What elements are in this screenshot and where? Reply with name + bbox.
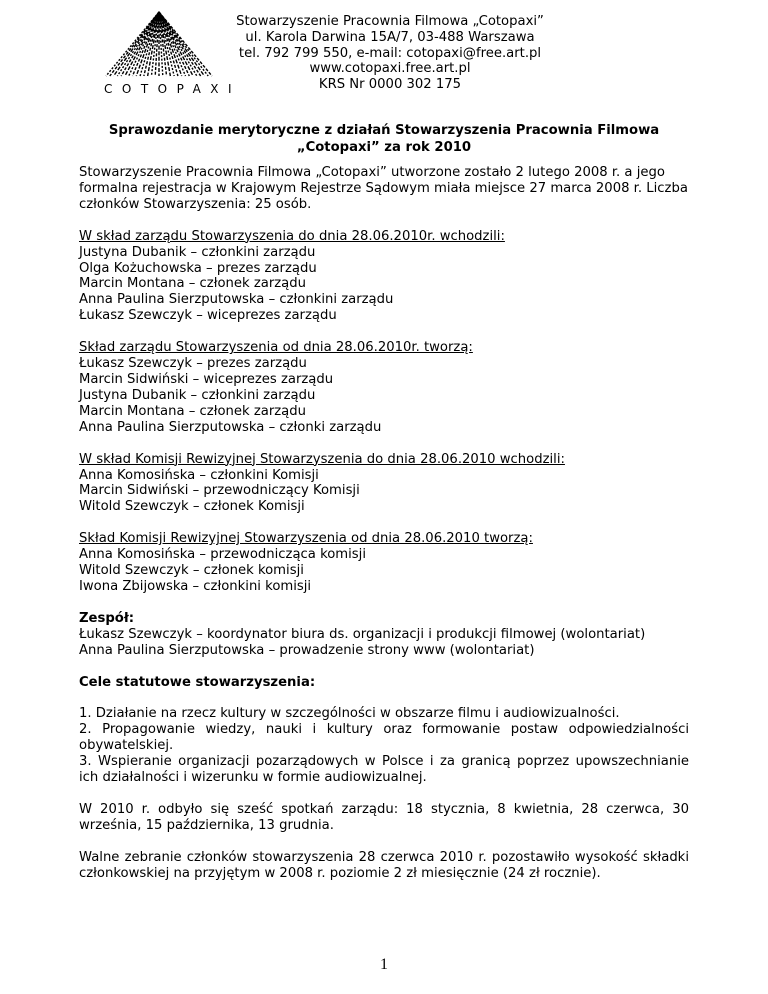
list-item: 2. Propagowanie wiedzy, nauki i kultury oraz formowanie postaw odpowiedzialności obywatelskiej. (79, 722, 689, 754)
goals-list (79, 706, 689, 786)
intro-paragraph: Stowarzyszenie Pracownia Filmowa „Cotopaxi” utworzone zostało 2 lutego 2008 r. a jego formalna rejestracja w Krajowym Rejestrze Sądowym miała miejsce 27 marca 2008 r. Liczba członków Stowarzyszenia: 25 osób. (79, 165, 688, 212)
audit-after-heading: Skład Komisji Rewizyjnej Stowarzyszenia od dnia 28.06.2010 tworzą: (79, 531, 533, 547)
list-item: Łukasz Szewczyk – prezes zarządu (79, 356, 307, 372)
organization-header (210, 14, 570, 93)
document-title (80, 123, 688, 156)
page-number: 1 (380, 956, 388, 973)
list-item: Marcin Montana – członek zarządu (79, 276, 306, 292)
list-item: Iwona Zbijowska – członkini komisji (79, 578, 312, 594)
list-item: Anna Komosińska – członkini Komisji (79, 467, 319, 483)
list-item: Justyna Dubanik – członkini zarządu (79, 387, 316, 403)
board-before-section (79, 229, 689, 324)
header-line-krs: KRS Nr 0000 302 175 (318, 77, 462, 93)
team-section (79, 611, 689, 659)
document-body (79, 165, 689, 898)
title-line-1: Sprawozdanie merytoryczne z działań Stowarzyszenia Pracownia Filmowa (108, 123, 660, 138)
list-item: 3. Wspieranie organizacji pozarządowych w Polsce i za granicą poprzez upowszechnianie ich działalności i wizerunku w formie audiowizualnej. (79, 754, 689, 786)
list-item: Witold Szewczyk – członek komisji (79, 563, 304, 579)
list-item: 1. Działanie na rzecz kultury w szczególności w obszarze filmu i audiowizualności. (79, 706, 620, 722)
list-item: Witold Szewczyk – członek Komisji (79, 499, 305, 515)
team-heading: Zespół: (79, 610, 135, 626)
board-before-heading: W skład zarządu Stowarzyszenia do dnia 28.06.2010r. wchodzili: (79, 228, 505, 244)
list-item: Marcin Montana – członek zarządu (79, 403, 306, 419)
header-line-contact: tel. 792 799 550, e-mail: cotopaxi@free.art.pl (238, 45, 542, 61)
list-item: Anna Paulina Sierzputowska – prowadzenie strony www (wolontariat) (79, 642, 535, 658)
header-line-website: www.cotopaxi.free.art.pl (309, 61, 471, 77)
header-line-address: ul. Karola Darwina 15A/7, 03-488 Warszawa (245, 29, 535, 45)
general-meeting-paragraph: Walne zebranie członków stowarzyszenia 28 czerwca 2010 r. pozostawiło wysokość składki członkowskiej na przyjętym w 2008 r. poziomie 2 zł miesięcznie (24 zł rocznie). (79, 849, 689, 881)
goals-heading: Cele statutowe stowarzyszenia: (79, 674, 316, 690)
logo-wordmark: COTOPAXI (104, 82, 242, 96)
list-item: Anna Komosińska – przewodnicząca komisji (79, 547, 367, 563)
board-after-heading: Skład zarządu Stowarzyszenia od dnia 28.06.2010r. tworzą: (79, 340, 473, 356)
audit-before-heading: W skład Komisji Rewizyjnej Stowarzyszenia do dnia 28.06.2010 wchodzili: (79, 451, 565, 467)
audit-before-section (79, 452, 689, 516)
list-item: Łukasz Szewczyk – wiceprezes zarządu (79, 308, 337, 324)
list-item: Justyna Dubanik – członkini zarządu (79, 244, 316, 260)
header-line-name: Stowarzyszenie Pracownia Filmowa „Cotopaxi” (236, 14, 544, 29)
title-line-2: „Cotopaxi” za rok 2010 (296, 139, 472, 155)
list-item: Anna Paulina Sierzputowska – członki zarządu (79, 419, 382, 435)
list-item: Łukasz Szewczyk – koordynator biura ds. organizacji i produkcji filmowej (wolontariat) (79, 626, 646, 642)
list-item: Marcin Sidwiński – przewodniczący Komisji (79, 483, 360, 499)
board-after-section (79, 340, 689, 435)
list-item: Marcin Sidwiński – wiceprezes zarządu (79, 371, 334, 387)
list-item: Anna Paulina Sierzputowska – członkini zarządu (79, 292, 394, 308)
meetings-paragraph: W 2010 r. odbyło się sześć spotkań zarządu: 18 stycznia, 8 kwietnia, 28 czerwca, 30 września, 15 października, 13 grudnia. (79, 802, 689, 833)
audit-after-section (79, 531, 689, 595)
list-item: Olga Kożuchowska – prezes zarządu (79, 260, 317, 276)
